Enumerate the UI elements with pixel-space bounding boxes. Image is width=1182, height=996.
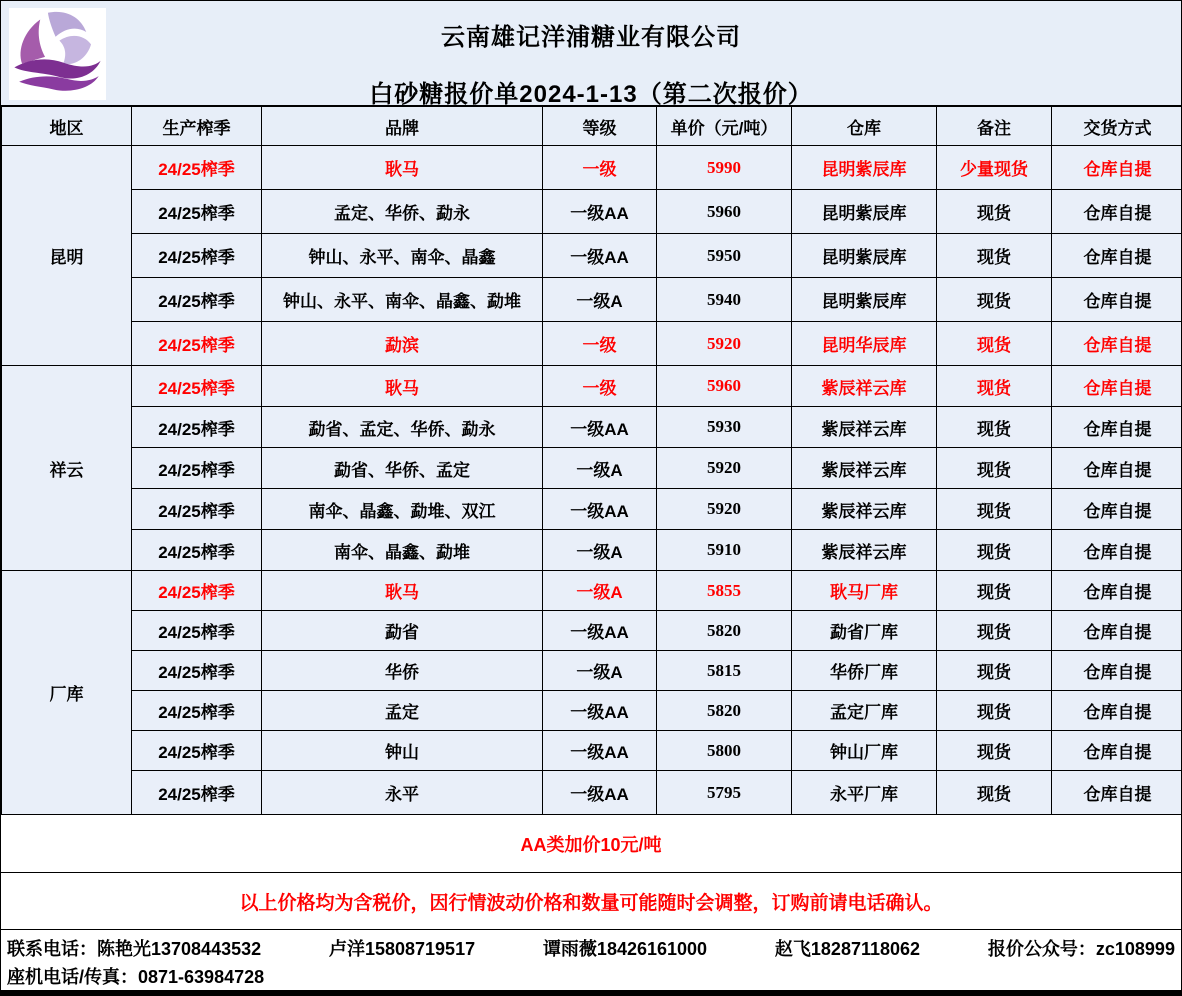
delivery-cell: 仓库自提 [1052, 651, 1182, 691]
delivery-cell: 仓库自提 [1052, 691, 1182, 731]
warehouse-cell: 昆明紫辰库 [792, 190, 937, 234]
brand-cell: 孟定 [262, 691, 543, 731]
warehouse-cell: 耿马厂库 [792, 571, 937, 611]
brand-cell: 勐省、孟定、华侨、勐永 [262, 407, 543, 448]
region-cell: 祥云 [2, 366, 132, 571]
column-header-warehouse: 仓库 [792, 107, 937, 146]
grade-cell: 一级 [543, 322, 657, 366]
season-cell: 24/25榨季 [132, 691, 262, 731]
grade-cell: 一级A [543, 651, 657, 691]
season-cell: 24/25榨季 [132, 571, 262, 611]
warehouse-cell: 紫辰祥云库 [792, 530, 937, 571]
footer-contacts [1, 930, 1181, 990]
price-cell: 5930 [657, 407, 792, 448]
sailboat-waves-icon [9, 8, 106, 100]
footer-contact-4: 赵飞18287118062 [774, 939, 921, 959]
table-row [2, 407, 1182, 448]
brand-cell: 钟山 [262, 731, 543, 771]
table-row [2, 448, 1182, 489]
footer-contact-1: 联系电话：陈艳光13708443532 [7, 939, 262, 959]
title-area [1, 1, 1181, 106]
warehouse-cell: 昆明紫辰库 [792, 278, 937, 322]
price-cell: 5950 [657, 234, 792, 278]
season-cell: 24/25榨季 [132, 190, 262, 234]
grade-cell: 一级A [543, 278, 657, 322]
brand-cell: 耿马 [262, 571, 543, 611]
table-row [2, 571, 1182, 611]
table-row [2, 691, 1182, 731]
brand-cell: 钟山、永平、南伞、晶鑫、勐堆 [262, 278, 543, 322]
footer-landline: 座机电话/传真：0871-63984728 [7, 967, 265, 987]
season-cell: 24/25榨季 [132, 530, 262, 571]
season-cell: 24/25榨季 [132, 448, 262, 489]
delivery-cell: 仓库自提 [1052, 448, 1182, 489]
table-row [2, 322, 1182, 366]
footer-contact-line [7, 934, 1175, 962]
warehouse-cell: 紫辰祥云库 [792, 366, 937, 407]
warehouse-cell: 昆明紫辰库 [792, 234, 937, 278]
season-cell: 24/25榨季 [132, 771, 262, 815]
season-cell: 24/25榨季 [132, 731, 262, 771]
season-cell: 24/25榨季 [132, 651, 262, 691]
notice-aa-surcharge: AA类加价10元/吨 [1, 815, 1181, 873]
grade-cell: 一级AA [543, 691, 657, 731]
delivery-cell: 仓库自提 [1052, 322, 1182, 366]
grade-cell: 一级AA [543, 731, 657, 771]
season-cell: 24/25榨季 [132, 489, 262, 530]
price-cell: 5920 [657, 448, 792, 489]
grade-cell: 一级AA [543, 190, 657, 234]
price-cell: 5960 [657, 366, 792, 407]
footer-public-account: 报价公众号：zc108999 [987, 939, 1175, 959]
brand-cell: 勐省、华侨、孟定 [262, 448, 543, 489]
column-header-season: 生产榨季 [132, 107, 262, 146]
remark-cell: 现货 [937, 448, 1052, 489]
price-cell: 5920 [657, 322, 792, 366]
remark-cell: 现货 [937, 571, 1052, 611]
grade-cell: 一级A [543, 448, 657, 489]
price-cell: 5820 [657, 611, 792, 651]
warehouse-cell: 华侨厂库 [792, 651, 937, 691]
price-cell: 5815 [657, 651, 792, 691]
remark-cell: 现货 [937, 234, 1052, 278]
remark-cell: 现货 [937, 731, 1052, 771]
price-cell: 5800 [657, 731, 792, 771]
table-header-row [2, 107, 1182, 146]
grade-cell: 一级 [543, 366, 657, 407]
table-row [2, 489, 1182, 530]
brand-cell: 勐滨 [262, 322, 543, 366]
grade-cell: 一级A [543, 530, 657, 571]
column-header-grade: 等级 [543, 107, 657, 146]
remark-cell: 现货 [937, 366, 1052, 407]
table-row [2, 278, 1182, 322]
notice-disclaimer: 以上价格均为含税价，因行情波动价格和数量可能随时会调整，订购前请电话确认。 [1, 873, 1181, 930]
table-row [2, 611, 1182, 651]
price-cell: 5940 [657, 278, 792, 322]
column-header-region: 地区 [2, 107, 132, 146]
brand-cell: 孟定、华侨、勐永 [262, 190, 543, 234]
season-cell: 24/25榨季 [132, 278, 262, 322]
brand-cell: 耿马 [262, 146, 543, 190]
price-cell: 5820 [657, 691, 792, 731]
delivery-cell: 仓库自提 [1052, 530, 1182, 571]
delivery-cell: 仓库自提 [1052, 234, 1182, 278]
remark-cell: 现货 [937, 322, 1052, 366]
remark-cell: 现货 [937, 611, 1052, 651]
brand-cell: 耿马 [262, 366, 543, 407]
price-table [1, 106, 1182, 815]
price-cell: 5990 [657, 146, 792, 190]
delivery-cell: 仓库自提 [1052, 489, 1182, 530]
remark-cell: 现货 [937, 407, 1052, 448]
warehouse-cell: 紫辰祥云库 [792, 448, 937, 489]
grade-cell: 一级 [543, 146, 657, 190]
column-header-price: 单价（元/吨） [657, 107, 792, 146]
footer-contact-3: 谭雨薇18426161000 [542, 939, 708, 959]
remark-cell: 少量现货 [937, 146, 1052, 190]
grade-cell: 一级AA [543, 771, 657, 815]
delivery-cell: 仓库自提 [1052, 366, 1182, 407]
grade-cell: 一级AA [543, 234, 657, 278]
remark-cell: 现货 [937, 278, 1052, 322]
season-cell: 24/25榨季 [132, 407, 262, 448]
table-row [2, 190, 1182, 234]
price-cell: 5910 [657, 530, 792, 571]
remark-cell: 现货 [937, 771, 1052, 815]
brand-cell: 华侨 [262, 651, 543, 691]
table-row [2, 530, 1182, 571]
remark-cell: 现货 [937, 489, 1052, 530]
table-row [2, 366, 1182, 407]
grade-cell: 一级AA [543, 407, 657, 448]
brand-cell: 南伞、晶鑫、勐堆 [262, 530, 543, 571]
column-header-remark: 备注 [937, 107, 1052, 146]
warehouse-cell: 钟山厂库 [792, 731, 937, 771]
brand-cell: 钟山、永平、南伞、晶鑫 [262, 234, 543, 278]
delivery-cell: 仓库自提 [1052, 771, 1182, 815]
warehouse-cell: 孟定厂库 [792, 691, 937, 731]
warehouse-cell: 紫辰祥云库 [792, 489, 937, 530]
price-cell: 5795 [657, 771, 792, 815]
remark-cell: 现货 [937, 691, 1052, 731]
price-cell: 5855 [657, 571, 792, 611]
company-logo [9, 8, 106, 100]
remark-cell: 现货 [937, 530, 1052, 571]
delivery-cell: 仓库自提 [1052, 731, 1182, 771]
footer-contact-2: 卢洋15808719517 [328, 939, 476, 959]
table-row [2, 651, 1182, 691]
brand-cell: 勐省 [262, 611, 543, 651]
season-cell: 24/25榨季 [132, 234, 262, 278]
season-cell: 24/25榨季 [132, 322, 262, 366]
table-row [2, 234, 1182, 278]
delivery-cell: 仓库自提 [1052, 407, 1182, 448]
remark-cell: 现货 [937, 651, 1052, 691]
season-cell: 24/25榨季 [132, 146, 262, 190]
table-row [2, 771, 1182, 815]
table-row [2, 146, 1182, 190]
brand-cell: 永平 [262, 771, 543, 815]
delivery-cell: 仓库自提 [1052, 190, 1182, 234]
warehouse-cell: 昆明紫辰库 [792, 146, 937, 190]
season-cell: 24/25榨季 [132, 611, 262, 651]
grade-cell: 一级AA [543, 611, 657, 651]
delivery-cell: 仓库自提 [1052, 278, 1182, 322]
region-cell: 昆明 [2, 146, 132, 366]
brand-cell: 南伞、晶鑫、勐堆、双江 [262, 489, 543, 530]
delivery-cell: 仓库自提 [1052, 146, 1182, 190]
delivery-cell: 仓库自提 [1052, 571, 1182, 611]
remark-cell: 现货 [937, 190, 1052, 234]
report-subtitle: 白砂糖报价单2024-1-13（第二次报价） [369, 81, 813, 108]
column-header-brand: 品牌 [262, 107, 543, 146]
warehouse-cell: 昆明华辰库 [792, 322, 937, 366]
table-row [2, 731, 1182, 771]
grade-cell: 一级A [543, 571, 657, 611]
region-cell: 厂库 [2, 571, 132, 815]
price-cell: 5920 [657, 489, 792, 530]
column-header-delivery: 交货方式 [1052, 107, 1182, 146]
season-cell: 24/25榨季 [132, 366, 262, 407]
company-title: 云南雄记洋浦糖业有限公司 [441, 24, 741, 51]
grade-cell: 一级AA [543, 489, 657, 530]
price-cell: 5960 [657, 190, 792, 234]
warehouse-cell: 勐省厂库 [792, 611, 937, 651]
delivery-cell: 仓库自提 [1052, 611, 1182, 651]
warehouse-cell: 紫辰祥云库 [792, 407, 937, 448]
warehouse-cell: 永平厂库 [792, 771, 937, 815]
